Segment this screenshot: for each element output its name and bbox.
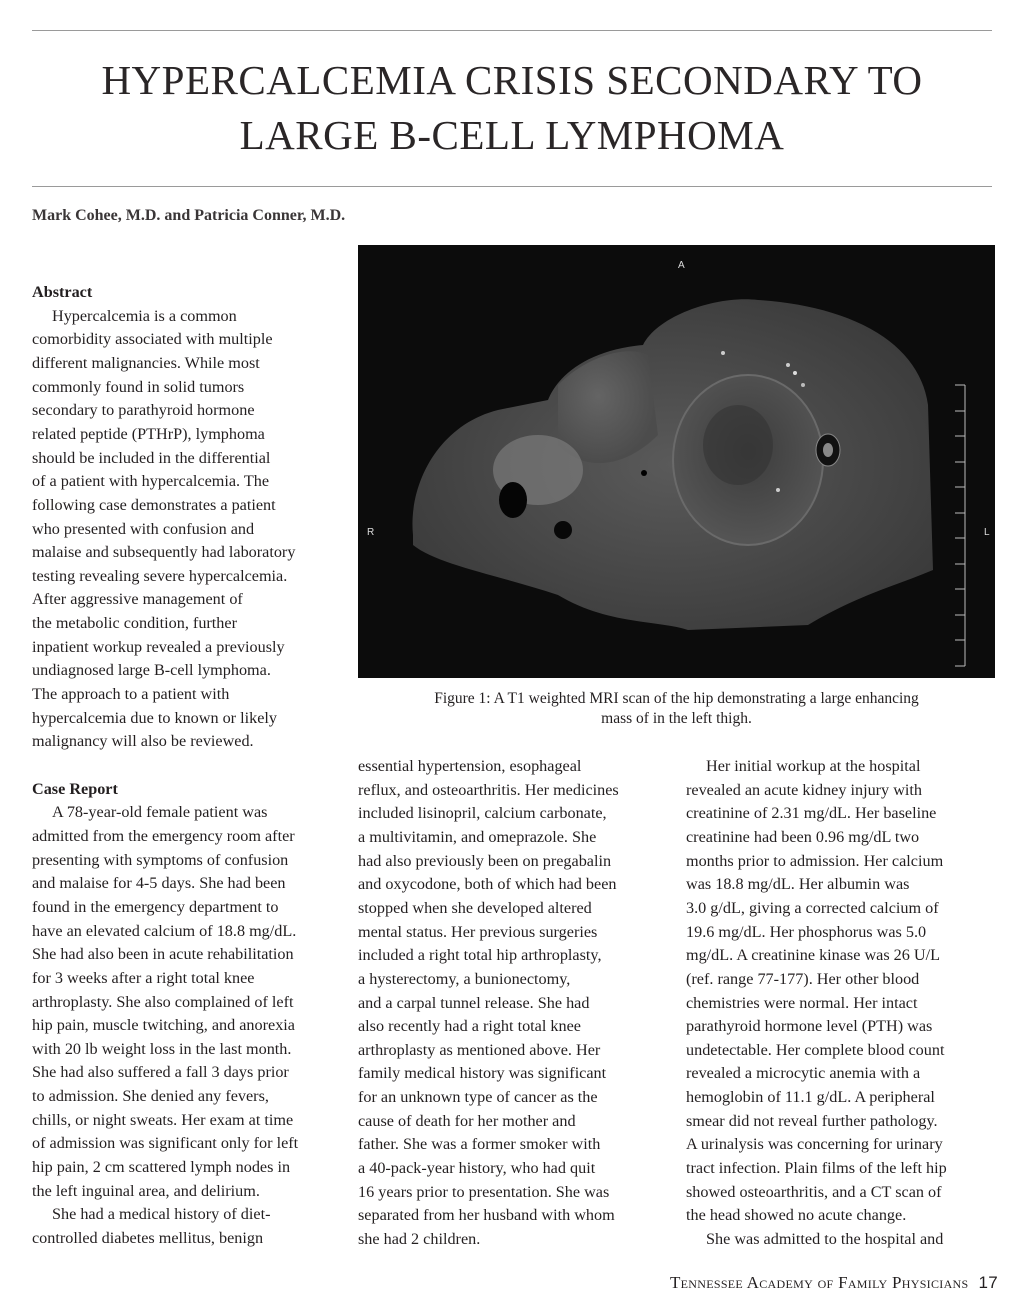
text-line: the head showed no acute change. <box>686 1206 907 1225</box>
text-line: also recently had a right total knee <box>358 1017 581 1036</box>
mri-image <box>358 245 995 678</box>
text-line: hypercalcemia due to known or likely <box>32 708 277 727</box>
text-line: Her initial workup at the hospital <box>706 757 921 775</box>
text-line: Hypercalcemia is a common <box>52 306 237 325</box>
figure-caption-line-2: mass of in the left thigh. <box>601 710 752 727</box>
text-line: of admission was significant only for left <box>32 1134 299 1153</box>
section-heading: Abstract <box>32 283 93 301</box>
text-line: malaise and subsequently had laboratory <box>32 543 296 562</box>
text-line: essential hypertension, esophageal <box>358 757 582 775</box>
text-line: admitted from the emergency room after <box>32 826 295 845</box>
text-line: revealed a microcytic anemia with a <box>686 1064 921 1083</box>
text-line: a 40-pack-year history, who had quit <box>358 1159 596 1178</box>
text-line: she had 2 children. <box>358 1230 481 1248</box>
text-line: included a right total hip arthroplasty, <box>358 946 602 965</box>
text-line: presenting with symptoms of confusion <box>32 850 289 869</box>
text-line: and a carpal tunnel release. She had <box>358 993 590 1012</box>
article-title-line-1: HYPERCALCEMIA CRISIS SECONDARY TO <box>101 57 923 103</box>
text-line: for 3 weeks after a right total knee <box>32 968 255 987</box>
authors: Mark Cohee, M.D. and Patricia Conner, M.D. <box>32 207 346 224</box>
text-line: tract infection. Plain films of the left hip <box>686 1159 947 1178</box>
text-line: mg/dL. A creatinine kinase was 26 U/L <box>686 946 940 965</box>
text-line: a hysterectomy, a bunionectomy, <box>358 969 571 988</box>
text-line: was 18.8 mg/dL. Her albumin was <box>686 875 910 894</box>
text-line: family medical history was significant <box>358 1064 607 1083</box>
text-line: stopped when she developed altered <box>358 898 592 917</box>
title-rule <box>32 186 992 187</box>
text-line: She had also suffered a fall 3 days prior <box>32 1063 289 1082</box>
mri-figure <box>358 245 995 678</box>
text-line: different malignancies. While most <box>32 353 260 372</box>
text-line: creatinine had been 0.96 mg/dL two <box>686 827 920 846</box>
section-heading: Case Report <box>32 779 118 798</box>
text-line: following case demonstrates a patient <box>32 495 276 514</box>
text-line: arthroplasty. She also complained of left <box>32 992 294 1011</box>
text-line: smear did not reveal further pathology. <box>686 1111 938 1130</box>
text-line: 16 years prior to presentation. She was <box>358 1182 610 1201</box>
text-line: the left inguinal area, and delirium. <box>32 1181 260 1200</box>
text-line: father. She was a former smoker with <box>358 1135 601 1154</box>
label-right: R <box>367 527 375 538</box>
text-line: showed osteoarthritis, and a CT scan of <box>686 1182 942 1201</box>
text-line: months prior to admission. Her calcium <box>686 851 944 870</box>
text-line: malignancy will also be reviewed. <box>32 732 254 751</box>
text-line: undetectable. Her complete blood count <box>686 1040 945 1059</box>
text-line: and oxycodone, both of which had been <box>358 875 617 894</box>
text-line: with 20 lb weight loss in the last month. <box>32 1039 292 1058</box>
text-line: She was admitted to the hospital and <box>706 1230 944 1248</box>
text-line: hip pain, muscle twitching, and anorexia <box>32 1016 295 1035</box>
text-line: A 78-year-old female patient was <box>52 803 268 822</box>
text-line: inpatient workup revealed a previously <box>32 637 285 656</box>
text-line: should be included in the differential <box>32 448 271 467</box>
text-line: creatinine of 2.31 mg/dL. Her baseline <box>686 804 937 823</box>
text-line: who presented with confusion and <box>32 519 255 538</box>
text-line: comorbidity associated with multiple <box>32 330 273 349</box>
text-line: She had also been in acute rehabilitation <box>32 945 294 964</box>
text-line: chemistries were normal. Her intact <box>686 993 918 1012</box>
text-line: (ref. range 77-177). Her other blood <box>686 969 920 988</box>
text-line: of a patient with hypercalcemia. The <box>32 472 270 491</box>
text-line: controlled diabetes mellitus, benign <box>32 1229 264 1247</box>
text-line: She had a medical history of diet- <box>52 1205 271 1224</box>
label-anterior: A <box>678 260 685 271</box>
text-line: mental status. Her previous surgeries <box>358 922 598 941</box>
label-left: L <box>984 527 990 538</box>
text-line: 3.0 g/dL, giving a corrected calcium of <box>686 898 939 917</box>
page-number: 17 <box>978 1273 998 1292</box>
text-line: hip pain, 2 cm scattered lymph nodes in <box>32 1158 291 1177</box>
text-line: parathyroid hormone level (PTH) was <box>686 1017 933 1036</box>
text-line: A urinalysis was concerning for urinary <box>686 1135 943 1154</box>
text-line: have an elevated calcium of 18.8 mg/dL. <box>32 921 297 940</box>
page-footer <box>670 1273 998 1293</box>
text-line: included lisinopril, calcium carbonate, <box>358 804 607 823</box>
text-line: testing revealing severe hypercalcemia. <box>32 566 288 585</box>
text-line: had also previously been on pregabalin <box>358 851 612 870</box>
text-line: reflux, and osteoarthritis. Her medicines <box>358 780 619 799</box>
text-line: separated from her husband with whom <box>358 1206 615 1225</box>
text-line: 19.6 mg/dL. Her phosphorus was 5.0 <box>686 922 927 941</box>
text-line: chills, or night sweats. Her exam at time <box>32 1110 294 1129</box>
text-line: undiagnosed large B-cell lymphoma. <box>32 661 271 680</box>
journal-name: Tennessee Academy of Family Physicians <box>669 1273 969 1292</box>
text-line: secondary to parathyroid hormone <box>32 401 255 420</box>
text-line: hemoglobin of 11.1 g/dL. A peripheral <box>686 1088 935 1107</box>
text-line: a multivitamin, and omeprazole. She <box>358 827 597 846</box>
text-line: cause of death for her mother and <box>358 1111 576 1130</box>
text-line: commonly found in solid tumors <box>32 377 245 396</box>
text-line: to admission. She denied any fevers, <box>32 1087 269 1106</box>
text-line: for an unknown type of cancer as the <box>358 1088 598 1107</box>
text-line: the metabolic condition, further <box>32 614 237 633</box>
text-line: and malaise for 4-5 days. She had been <box>32 874 286 893</box>
text-line: The approach to a patient with <box>32 685 230 704</box>
figure-caption-line-1: Figure 1: A T1 weighted MRI scan of the hip demonstrating a large enhancing <box>434 690 919 707</box>
text-line: arthroplasty as mentioned above. Her <box>358 1040 601 1059</box>
text-line: found in the emergency department to <box>32 897 279 916</box>
top-rule <box>32 30 992 31</box>
text-line: revealed an acute kidney injury with <box>686 780 922 799</box>
text-line: After aggressive management of <box>32 590 243 609</box>
article-title-line-2: LARGE B-CELL LYMPHOMA <box>239 112 785 158</box>
text-line: related peptide (PTHrP), lymphoma <box>32 424 265 443</box>
